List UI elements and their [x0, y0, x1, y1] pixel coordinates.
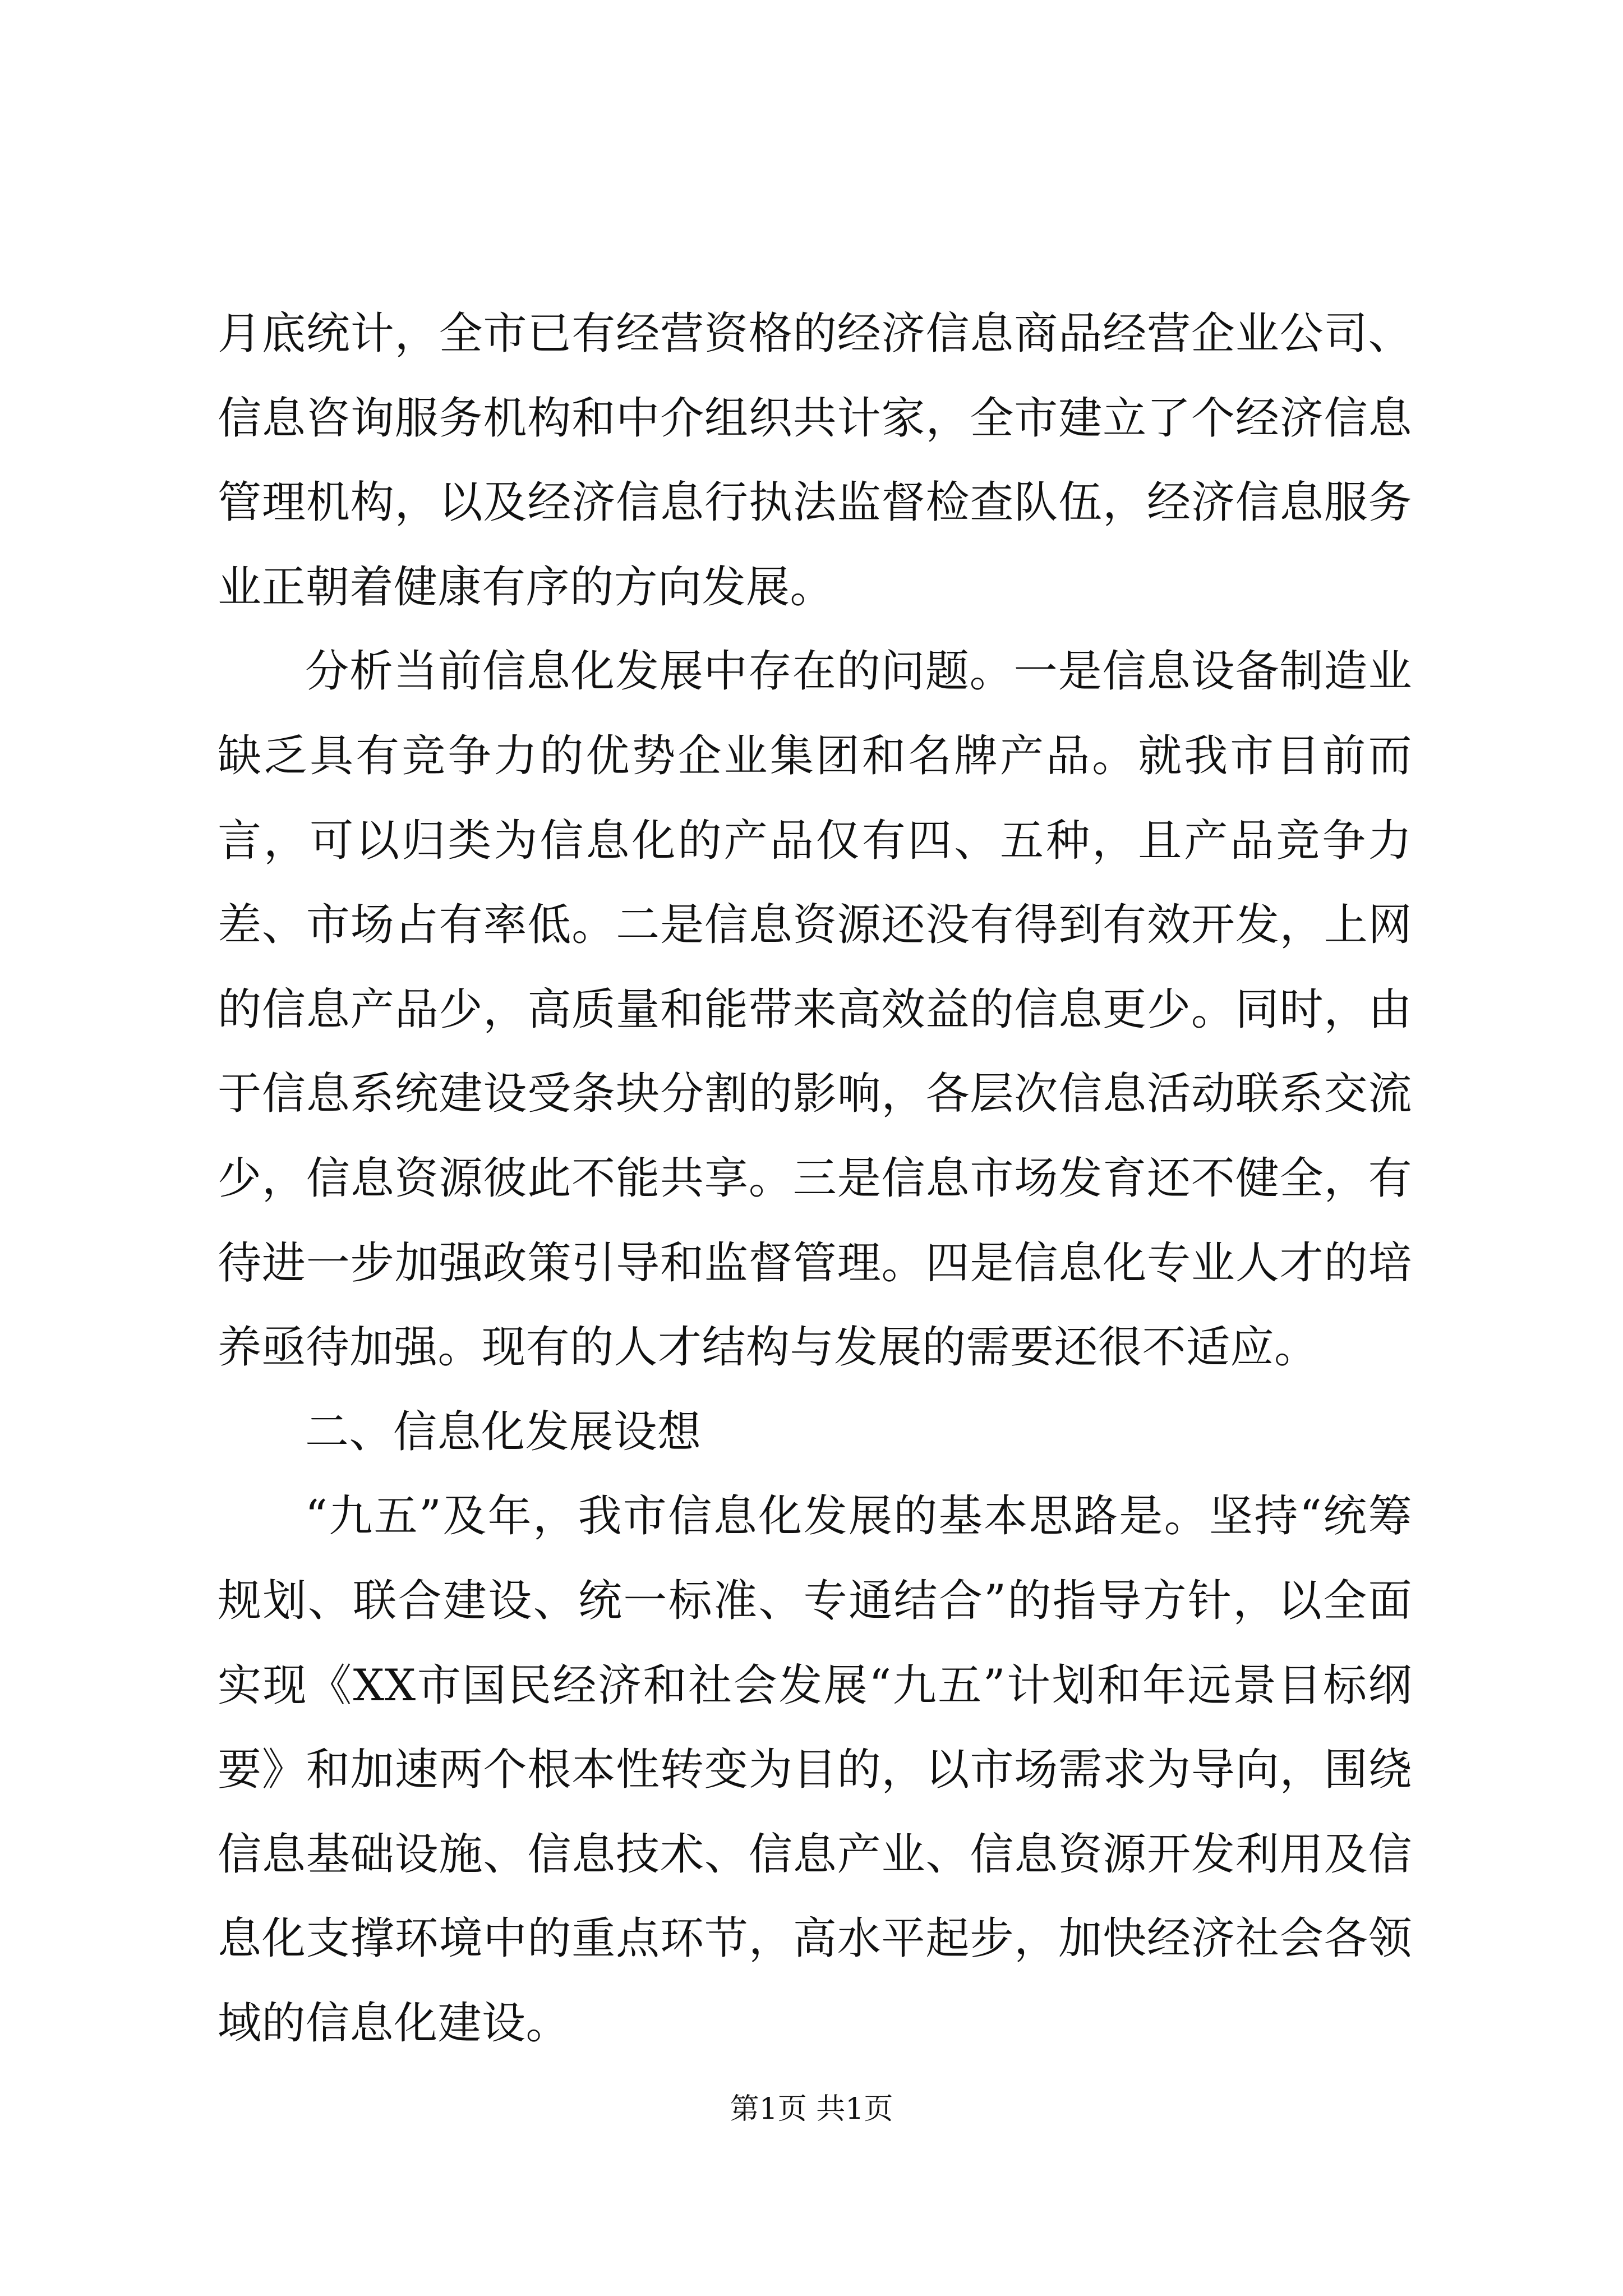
page-footer: 第1页 共1页: [730, 2092, 893, 2126]
section-heading: 二、信息化发展设想: [305, 1406, 702, 1457]
document-body: [218, 292, 1412, 2065]
paragraph-problems: 分析当前信息化发展中存在的问题。一是信息设备制造业缺乏具有竞争力的优势企业集团和名牌产品。就我市目前而言，可以归类为信息化的产品仅有四、五种，且产品竞争力差、市场占有率低。二是信息资源还没有得到有效开发，上网的信息产品少，高质量和能带来高效益的信息更少。同时，由于信息系统建设受条块分割的影响，各层次信息活动联系交流少，信息资源彼此不能共享。三是信息市场发育还不健全，有待进一步加强政策引导和监督管理。四是信息化专业人才的培养亟待加强。现有的人才结构与发展的需要还很不适应。: [218, 646, 1412, 1373]
paragraph-continuation: 月底统计，全市已有经营资格的经济信息商品经营企业公司、信息咨询服务机构和中介组织共计家，全市建立了个经济信息管理机构，以及经济信息行执法监督检查队伍，经济信息服务业正朝着健康有序的方向发展。: [218, 309, 1412, 613]
paragraph-plan: “九五”及年，我市信息化发展的基本思路是。坚持“统筹规划、联合建设、统一标准、专通结合”的指导方针，以全面实现《XX市国民经济和社会发展“九五”计划和年远景目标纲要》和加速两个根本性转变为目的，以市场需求为导向，围绕信息基础设施、信息技术、信息产业、信息资源开发利用及信息化支撑环境中的重点环节，高水平起步，加快经济社会各领域的信息化建设。: [218, 1491, 1412, 2049]
